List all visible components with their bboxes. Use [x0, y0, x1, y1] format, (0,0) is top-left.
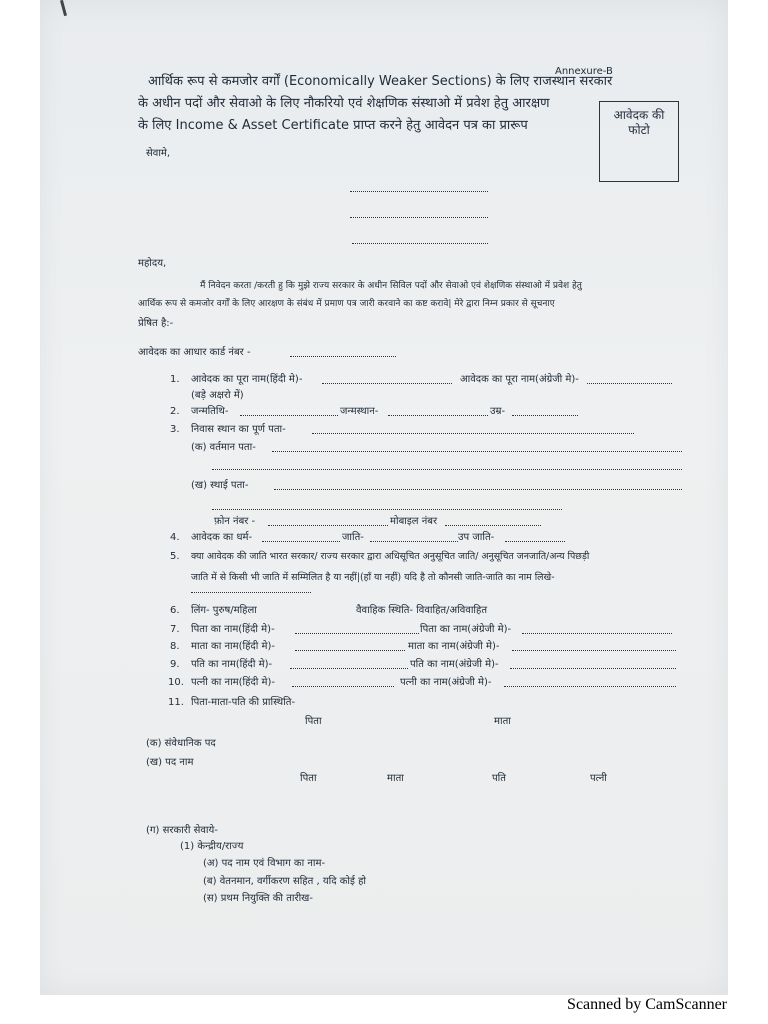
item-4-caste: जाति-	[342, 532, 364, 543]
intro-line-2: आर्थिक रूप से कमजोर वर्गों के लिए आरक्षण के संबंध में प्रमाण पत्र जारी करवाने का कष्ट करावे| मेरे द्वारा निम्न प्रकार से सूचनाए	[138, 299, 555, 309]
item-1-blank-a	[322, 383, 452, 384]
item-9-blank-b	[510, 668, 676, 669]
item-8-number: 8.	[170, 641, 180, 652]
item-10-wife-hindi: पत्नी का नाम(हिंदी मे)-	[191, 677, 276, 688]
item-10-blank-a	[292, 686, 394, 687]
item-6-marital-status: वैवाहिक स्थिति- विवाहित/अविवाहित	[356, 605, 488, 616]
aadhar-blank	[290, 356, 396, 357]
title-line-3: के लिए Income & Asset Certificate प्राप्त करने हेतु आवेदन पत्र का प्रारूप	[138, 118, 528, 133]
item-7-father-hindi: पिता का नाम(हिंदी मे)-	[191, 624, 275, 635]
item-8-mother-hindi: माता का नाम(हिंदी मे)-	[191, 641, 275, 652]
item-9-husband-hindi: पति का नाम(हिंदी मे)-	[191, 659, 273, 670]
photo-label-1: आवेदक की	[613, 108, 665, 122]
phone-blank	[268, 525, 388, 526]
item-5-line-1: क्या आवेदक की जाति भारत सरकार/ राज्य सरकार द्वारा अधिसूचित अनुसूचित जाति/ अनुसूचित जनजाति/अन्य पिछड़ी	[191, 551, 590, 562]
item-6-gender: लिंग- पुरुष/महिला	[191, 605, 257, 616]
permanent-address-line-2	[212, 509, 562, 510]
status-mother-1: माता	[494, 716, 511, 727]
status-father-1: पिता	[305, 716, 322, 727]
scanner-watermark: Scanned by CamScanner	[567, 996, 727, 1013]
item-8-mother-english: माता का नाम(अंग्रेजी मे)-	[408, 641, 500, 652]
status-wife-2: पत्नी	[590, 773, 607, 784]
pay-scale: (ब) वेतनमान, वर्गीकरण सहित , यदि कोई हो	[203, 876, 366, 887]
status-father-2: पिता	[300, 773, 317, 784]
item-1-hindi-name: आवेदक का पूरा नाम(हिंदी मे)-	[191, 374, 303, 385]
item-2-blank-b	[388, 415, 488, 416]
intro-line-1: मैं निवेदन करता /करती हु कि मुझे राज्य सरकार के अधीन सिविल पदों और सेवाओ एवं शेक्षणिक संस्थाओ में प्रवेश हेतु	[200, 281, 582, 291]
item-9-blank-a	[290, 668, 408, 669]
title-line-1: आर्थिक रूप से कमजोर वर्गों (Economically Weaker Sections) के लिए राजस्थान सरकार	[148, 74, 613, 89]
item-4-subcaste: उप जाति-	[458, 532, 495, 543]
item-7-number: 7.	[170, 624, 180, 635]
item-8-blank-a	[295, 650, 405, 651]
annexure-label: Annexure-B	[555, 66, 613, 77]
address-line-1	[350, 190, 488, 192]
item-3-current-address: (क) वर्तमान पता-	[191, 442, 256, 453]
item-4-blank-c	[505, 541, 565, 542]
salutation-sevame: सेवामे,	[146, 148, 171, 159]
item-1-number: 1.	[170, 374, 180, 385]
item-6-number: 6.	[170, 605, 180, 616]
item-4-number: 4.	[170, 532, 180, 543]
item-10-number: 10.	[168, 677, 184, 688]
constitutional-post: (क) संवेधानिक पद	[146, 738, 216, 749]
item-2-blank-c	[512, 415, 578, 416]
salutation-mahoday: महोदय,	[138, 258, 167, 269]
current-address-line-1	[272, 451, 682, 452]
item-5-blank	[191, 592, 311, 593]
status-mother-2: माता	[387, 773, 404, 784]
photo-label-2: फोटो	[628, 123, 650, 137]
address-line-2	[350, 216, 488, 218]
title-line-2: के अधीन पदों और सेवाओ के लिए नौकरियो एवं शेक्षणिक संस्थाओ में प्रवेश हेतु आरक्षण	[138, 96, 550, 111]
item-4-blank-b	[370, 541, 458, 542]
item-7-blank-b	[522, 633, 672, 634]
item-2-number: 2.	[170, 406, 180, 417]
item-1-note: (बड़े अक्षरो में)	[191, 390, 244, 401]
item-5-number: 5.	[170, 551, 180, 562]
item-5-line-2: जाति में से किसी भी जाति में सम्मिलित है या नहीं|(हाँ या नहीं) यदि है तो कौनसी जाति-जाति का नाम लिखे-	[191, 572, 555, 583]
government-services: (ग) सरकारी सेवाये-	[146, 825, 218, 836]
item-10-blank-b	[504, 686, 676, 687]
first-appointment-date: (स) प्रथम नियुक्ति की तारीख-	[203, 893, 313, 904]
item-11-number: 11.	[168, 697, 184, 708]
phone-label: फ़ोन नंबर -	[214, 516, 256, 527]
permanent-address-line-1	[274, 489, 682, 490]
item-7-blank-a	[295, 633, 419, 634]
mobile-blank	[445, 525, 541, 526]
item-8-blank-b	[512, 650, 676, 651]
item-7-father-english: पिता का नाम(अंग्रेजी मे)-	[420, 624, 512, 635]
item-3-number: 3.	[170, 424, 180, 435]
item-3-permanent-address: (ख) स्थाई पता-	[191, 480, 249, 491]
current-address-line-2	[212, 469, 682, 470]
item-2-birthplace: जन्मस्थान-	[340, 406, 379, 417]
item-3-address: निवास स्थान का पूर्ण पता-	[191, 424, 286, 435]
post-name: (ख) पद नाम	[146, 757, 194, 768]
item-10-wife-english: पत्नी का नाम(अंग्रेजी मे)-	[400, 677, 492, 688]
item-9-husband-english: पति का नाम(अंग्रेजी मे)-	[410, 659, 499, 670]
item-1-blank-b	[587, 383, 672, 384]
status-husband-2: पति	[492, 773, 506, 784]
item-2-dob: जन्मतिथि-	[191, 406, 229, 417]
item-2-age: उम्र-	[490, 406, 506, 417]
item-3-blank	[312, 433, 634, 434]
item-1-english-name: आवेदक का पूरा नाम(अंग्रेजी मे)-	[460, 374, 579, 385]
photo-box	[599, 101, 679, 182]
item-4-blank-a	[262, 541, 340, 542]
address-line-3	[352, 242, 488, 244]
item-2-blank-a	[240, 415, 338, 416]
item-9-number: 9.	[170, 659, 180, 670]
item-11-parent-status: पिता-माता-पति की प्रास्थिति-	[191, 697, 296, 708]
aadhar-label: आवेदक का आधार कार्ड नंबर -	[138, 347, 251, 358]
mobile-label: मोबाइल नंबर	[390, 516, 438, 527]
item-4-religion: आवेदक का धर्म-	[191, 532, 253, 543]
central-state: (1) केन्द्रीय/राज्य	[180, 841, 244, 852]
intro-line-3: प्रेषित है:-	[138, 318, 174, 329]
post-and-department: (अ) पद नाम एवं विभाग का नाम-	[203, 858, 326, 869]
